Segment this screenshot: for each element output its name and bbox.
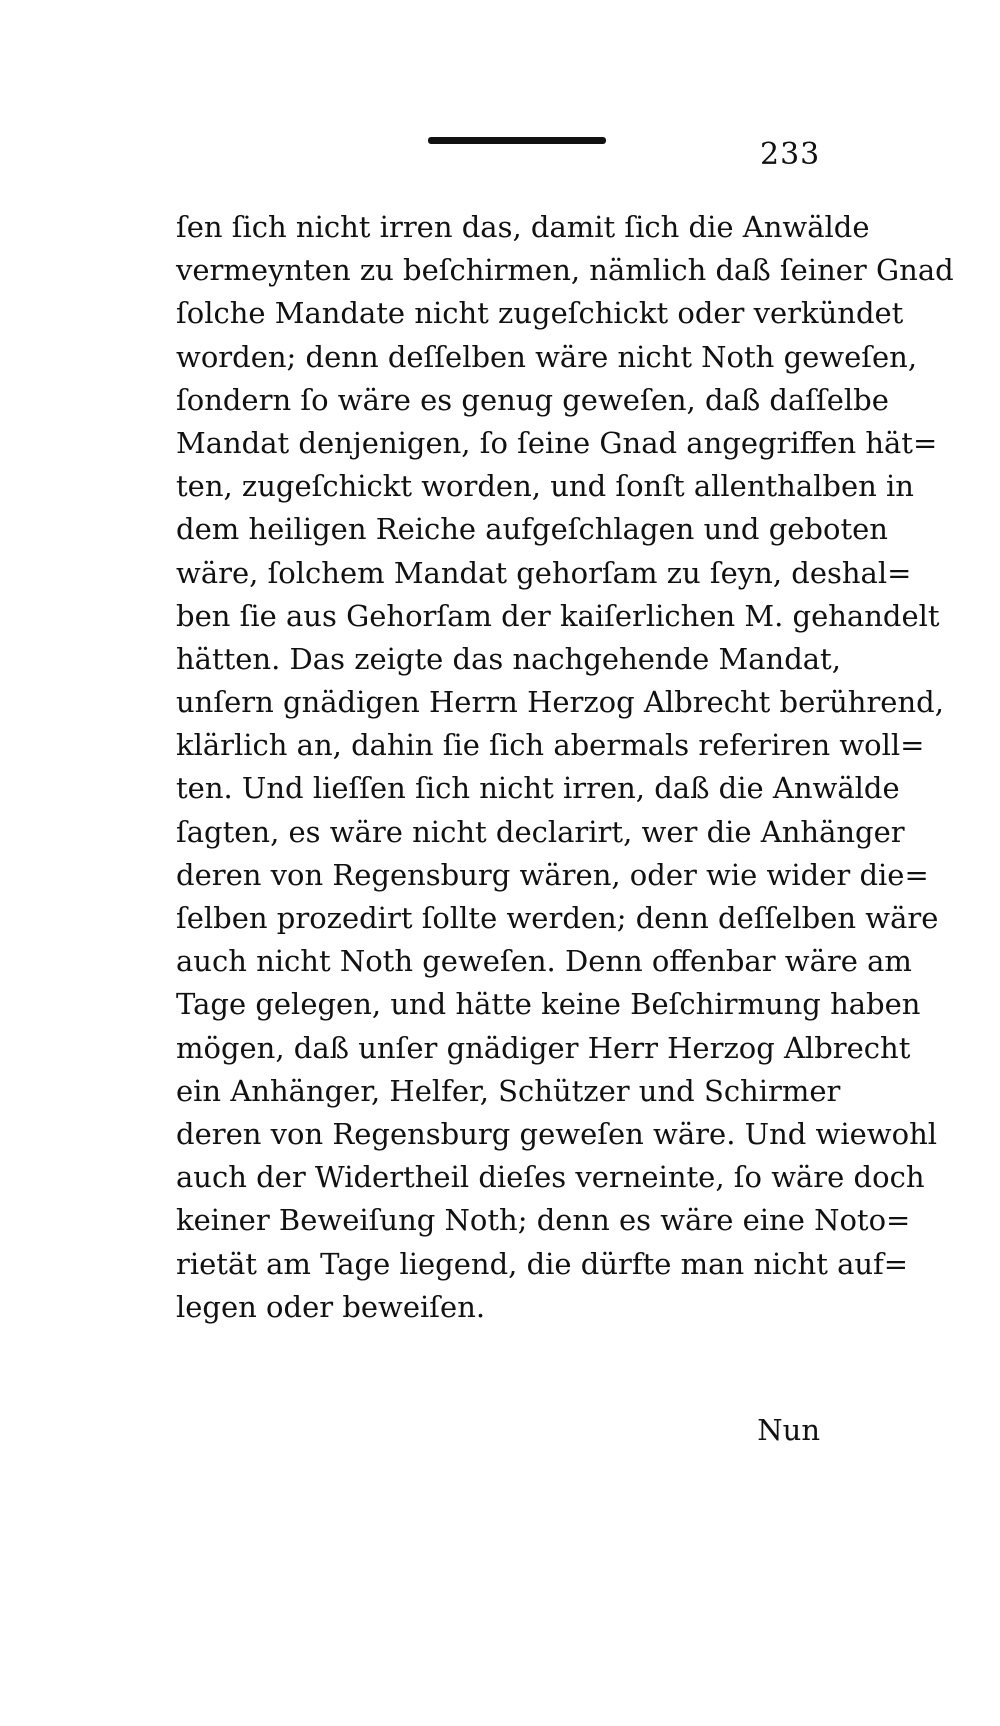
text-line: ten, zugeſchickt worden, und ſonſt allenthalben in [176,469,914,504]
text-line: vermeynten zu beſchirmen, nämlich daß ſeiner Gnad [176,253,954,288]
text-line: Tage gelegen, und hätte keine Beſchirmung haben [176,987,921,1022]
text-line: ſelben prozedirt ſollte werden; denn deſſelben wäre [176,901,939,935]
text-line: legen oder beweiſen. [176,1289,486,1324]
body-text [176,206,954,1329]
text-line: rietät am Tage liegend, die dürfte man nicht auf= [176,1246,909,1281]
text-line: unſern gnädigen Herrn Herzog Albrecht berührend, [176,685,944,720]
text-line: ben ſie aus Gehorſam der kaiſerlichen M. gehandelt [176,598,940,633]
text-line: mögen, daß unſer gnädiger Herr Herzog Albrecht [176,1030,911,1065]
header-rule [428,137,606,144]
text-line: wäre, ſolchem Mandat gehorſam zu ſeyn, deshal= [176,555,912,590]
text-line: ten. Und lieſſen ſich nicht irren, daß die Anwälde [176,771,900,806]
text-line: keiner Beweiſung Noth; denn es wäre eine Noto= [176,1203,911,1238]
text-line: deren von Regensburg wären, oder wie wider die= [176,857,929,892]
text-line: ein Anhänger, Helfer, Schützer und Schirmer [176,1073,841,1108]
text-line: ſolche Mandate nicht zugeſchickt oder verkündet [176,296,904,331]
text-line: deren von Regensburg geweſen wäre. Und wiewohl [176,1116,938,1151]
text-line: auch nicht Noth geweſen. Denn offenbar wäre am [176,944,912,979]
text-line: ſen ſich nicht irren das, damit ſich die Anwälde [176,210,870,244]
text-line: Mandat denjenigen, ſo ſeine Gnad angegriffen hät= [176,425,938,460]
text-line: worden; denn deſſelben wäre nicht Noth geweſen, [176,339,918,374]
catchword: Nun [757,1413,820,1447]
text-line: klärlich an, dahin ſie ſich abermals referiren woll= [176,728,925,763]
text-line: ſondern ſo wäre es genug geweſen, daß daſſelbe [176,382,889,417]
text-line: dem heiligen Reiche aufgeſchlagen und geboten [176,512,888,547]
text-line: hätten. Das zeigte das nachgehende Mandat, [176,641,841,676]
text-line: auch der Widertheil dieſes verneinte, ſo wäre doch [176,1160,925,1195]
text-line: ſagten, es wäre nicht declarirt, wer die Anhänger [176,814,905,849]
page-number: 233 [760,137,821,172]
